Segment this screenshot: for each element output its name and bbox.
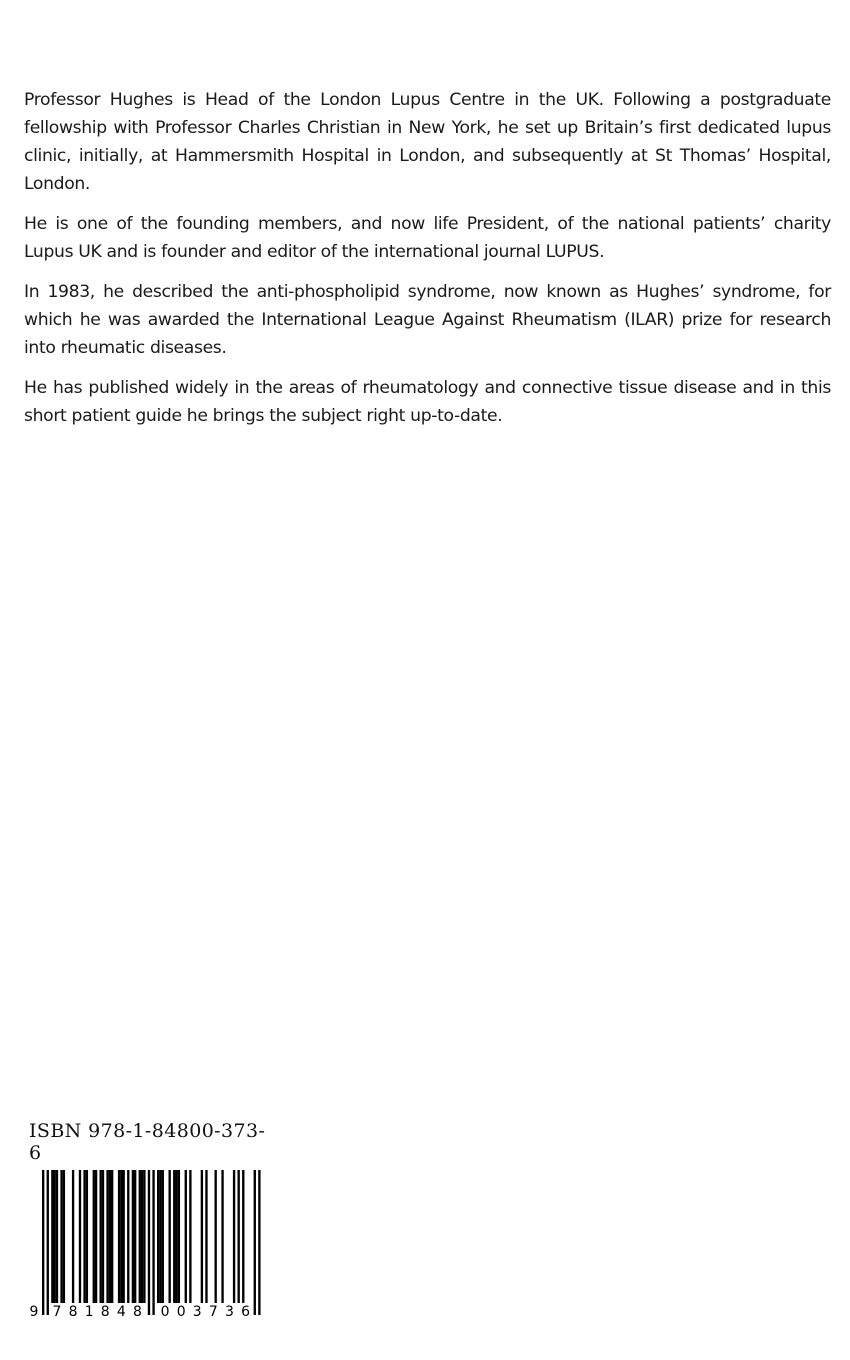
barcode-bar	[134, 1170, 136, 1303]
barcode-bar	[72, 1170, 74, 1303]
isbn-block	[26, 1120, 276, 1326]
barcode-guard-bar	[42, 1170, 44, 1315]
barcode-bar	[141, 1170, 143, 1303]
barcode-bar	[60, 1170, 62, 1303]
barcode-bar	[205, 1170, 207, 1303]
barcode-digit: 7	[52, 1304, 62, 1320]
barcode-bar	[63, 1170, 65, 1303]
barcode-digit: 6	[241, 1304, 251, 1320]
barcode-bar	[95, 1170, 97, 1303]
barcode-bar	[233, 1170, 235, 1303]
barcode-digit: 9	[29, 1304, 39, 1320]
barcode-digit: 3	[224, 1304, 234, 1320]
barcode-bar	[132, 1170, 134, 1303]
barcode-digit: 0	[160, 1304, 170, 1320]
barcode-bar	[169, 1170, 171, 1303]
barcode-bar	[189, 1170, 191, 1303]
barcode-bar	[201, 1170, 203, 1303]
bio-paragraph: Professor Hughes is Head of the London Lupus Centre in the UK. Following a postgraduate fellowship with Professor Charles Christian in New York, he set up Britain’s first dedicated lupus clinic, initially, at Hammersmith Hospital in London, and subsequently at St Thomas’ Hospital, London.	[24, 90, 831, 194]
barcode-bar	[86, 1170, 88, 1303]
bio-paragraph: In 1983, he described the anti-phospholipid syndrome, now known as Hughes’ syndrome, for which he was awarded the International League Against Rheumatism (ILAR) prize for research into rheumatic diseases.	[24, 282, 831, 358]
barcode-bar	[123, 1170, 125, 1303]
barcode-bar	[143, 1170, 145, 1303]
barcode-bar	[185, 1170, 187, 1303]
barcode-guard-bar	[152, 1170, 154, 1315]
barcode-bar	[106, 1170, 108, 1303]
author-bio	[24, 86, 831, 442]
barcode	[26, 1166, 266, 1326]
barcode-digit: 7	[208, 1304, 218, 1320]
barcode-guard-bar	[258, 1170, 260, 1315]
barcode-digit: 8	[132, 1304, 142, 1320]
barcode-bar	[102, 1170, 104, 1303]
barcode-bar	[127, 1170, 129, 1303]
barcode-bar	[109, 1170, 111, 1303]
barcode-guard-bar	[254, 1170, 256, 1315]
barcode-bar	[162, 1170, 164, 1303]
barcode-guard-bar	[148, 1170, 150, 1315]
barcode-bar	[56, 1170, 58, 1303]
barcode-bar	[111, 1170, 113, 1303]
barcode-digit: 1	[84, 1304, 94, 1320]
barcode-bar	[93, 1170, 95, 1303]
barcode-bar	[139, 1170, 141, 1303]
barcode-bar	[51, 1170, 53, 1303]
barcode-bar	[100, 1170, 102, 1303]
bio-paragraph: He has published widely in the areas of rheumatology and connective tissue disease and in this short patient guide he brings the subject right up-to-date.	[24, 378, 831, 426]
barcode-digit: 3	[192, 1304, 202, 1320]
barcode-bar	[178, 1170, 180, 1303]
barcode-bar	[242, 1170, 244, 1303]
barcode-bar	[173, 1170, 175, 1303]
barcode-bar	[54, 1170, 56, 1303]
barcode-bar	[83, 1170, 85, 1303]
barcode-bar	[120, 1170, 122, 1303]
barcode-bar	[79, 1170, 81, 1303]
barcode-digit: 8	[100, 1304, 110, 1320]
barcode-bar	[221, 1170, 223, 1303]
barcode-bar	[159, 1170, 161, 1303]
isbn-label: ISBN 978-1-84800-373-6	[29, 1120, 266, 1164]
barcode-digit: 4	[116, 1304, 126, 1320]
barcode-bar	[215, 1170, 217, 1303]
barcode-digit: 8	[68, 1304, 78, 1320]
barcode-bar	[118, 1170, 120, 1303]
barcode-bar	[238, 1170, 240, 1303]
barcode-guard-bar	[47, 1170, 49, 1315]
barcode-digit: 0	[176, 1304, 186, 1320]
barcode-bar	[175, 1170, 177, 1303]
bio-paragraph: He is one of the founding members, and now life President, of the national patients’ charity Lupus UK and is founder and editor of the international journal LUPUS.	[24, 214, 831, 262]
barcode-bar	[157, 1170, 159, 1303]
